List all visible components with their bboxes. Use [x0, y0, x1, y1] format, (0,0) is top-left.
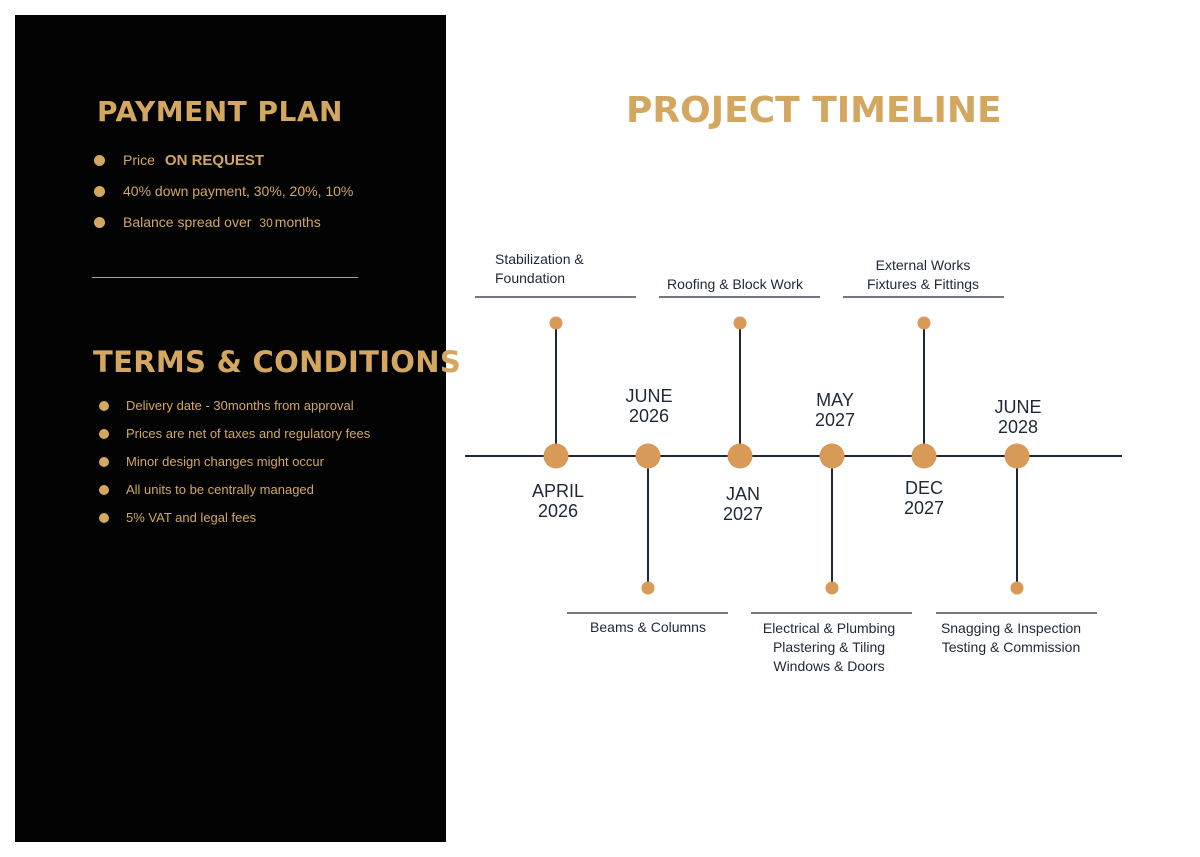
balance-prefix: Balance spread over: [123, 214, 252, 230]
milestone-date: MAY 2027: [814, 390, 856, 430]
milestone-task: Beams & Columns: [590, 619, 706, 635]
milestone-task: Electrical & Plumbing Plastering & Tiling Windows & Doors: [762, 620, 896, 674]
milestone-marker: [728, 444, 753, 469]
milestone-marker: [820, 444, 845, 469]
balance-suffix: months: [274, 214, 321, 230]
terms-item: Minor design changes might occur: [99, 453, 370, 481]
balance-number: 30: [259, 216, 273, 230]
milestone-date: DEC 2027: [903, 478, 945, 518]
milestone-task: Roofing & Block Work: [667, 276, 803, 292]
milestone-marker: [544, 444, 569, 469]
terms-heading: TERMS & CONDITIONS: [93, 345, 461, 379]
milestone-date: JUNE 2026: [625, 386, 673, 426]
milestone-date: JUNE 2028: [994, 397, 1042, 437]
milestone-end-dot: [826, 582, 839, 595]
price-label: Price: [123, 152, 155, 168]
milestone-end-dot: [918, 317, 931, 330]
milestone-date: APRIL 2026: [531, 481, 585, 521]
milestone-end-dot: [642, 582, 655, 595]
milestone-marker: [912, 444, 937, 469]
price-value: ON REQUEST: [164, 152, 265, 169]
terms-item: Prices are net of taxes and regulatory fees: [99, 425, 370, 453]
terms-item: Delivery date - 30months from approval: [99, 397, 370, 425]
terms-item: All units to be centrally managed: [99, 481, 370, 509]
milestone-end-dot: [734, 317, 747, 330]
milestone-marker: [636, 444, 661, 469]
timeline-title: PROJECT TIMELINE: [626, 90, 1002, 131]
payment-plan-heading: PAYMENT PLAN: [97, 95, 343, 128]
down-payment-item: 40% down payment, 30%, 20%, 10%: [94, 181, 353, 212]
milestone-end-dot: [550, 317, 563, 330]
milestone-date: JAN 2027: [722, 484, 764, 524]
milestone-task: Snagging & Inspection Testing & Commission: [940, 620, 1082, 655]
milestone-marker: [1005, 444, 1030, 469]
terms-item: 5% VAT and legal fees: [99, 509, 370, 537]
milestone-task: External Works Fixtures & Fittings: [866, 257, 980, 292]
milestone-end-dot: [1011, 582, 1024, 595]
milestone-task: Stabilization & Foundation: [495, 251, 584, 286]
